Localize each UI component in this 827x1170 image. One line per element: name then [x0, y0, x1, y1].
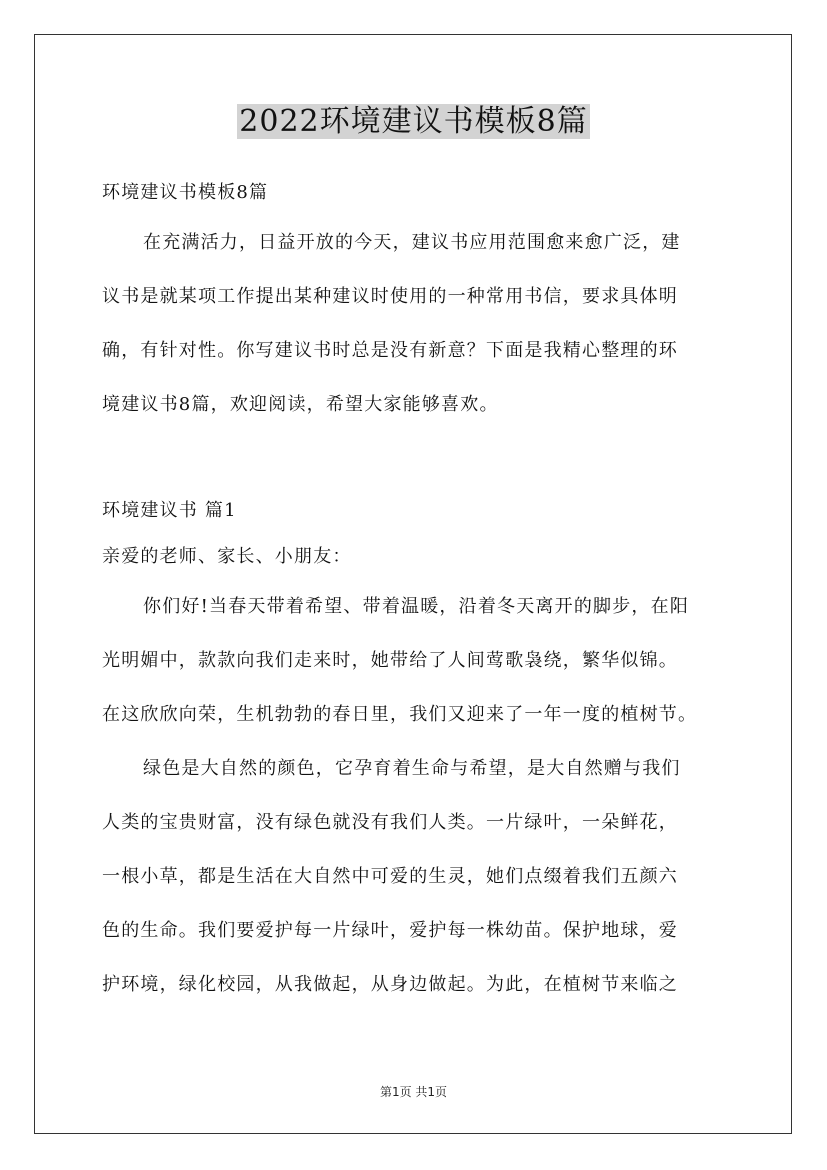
paragraph-line: 人类的宝贵财富，没有绿色就没有我们人类。一片绿叶，一朵鲜花， [102, 812, 678, 833]
paragraph-line: 护环境，绿化校园，从我做起，从身边做起。为此，在植树节来临之 [102, 974, 678, 995]
paragraph-line: 一根小草，都是生活在大自然中可爱的生灵，她们点缀着我们五颜六 [102, 866, 678, 887]
intro-line: 境建议书8篇，欢迎阅读，希望大家能够喜欢。 [102, 394, 499, 415]
intro-line: 议书是就某项工作提出某种建议时使用的一种常用书信，要求具体明 [102, 286, 678, 307]
paragraph-line: 在这欣欣向荣，生机勃勃的春日里，我们又迎来了一年一度的植树节。 [102, 704, 698, 725]
section-spacer [102, 432, 742, 488]
document-subtitle: 环境建议书模板8篇 [102, 182, 269, 203]
paragraph-line: 绿色是大自然的颜色，它孕育着生命与希望，是大自然赠与我们 [143, 758, 681, 779]
paragraph-line: 色的生命。我们要爱护每一片绿叶，爱护每一株幼苗。保护地球，爱 [102, 920, 678, 941]
section-heading: 环境建议书 篇1 [102, 500, 237, 521]
document-title [0, 100, 827, 144]
paragraph-line: 你们好!当春天带着希望、带着温暖，沿着冬天离开的脚步，在阳 [143, 596, 690, 617]
document-title-text: 2022环境建议书模板8篇 [239, 104, 588, 139]
intro-line: 在充满活力，日益开放的今天，建议书应用范围愈来愈广泛，建 [143, 232, 681, 253]
page-number-footer: 第1页 共1页 [379, 1085, 448, 1099]
paragraph-line: 光明媚中，款款向我们走来时，她带给了人间莺歌袅绕，繁华似锦。 [102, 650, 678, 671]
salutation: 亲爱的老师、家长、小朋友： [102, 546, 352, 567]
intro-line: 确，有针对性。你写建议书时总是没有新意？下面是我精心整理的环 [102, 340, 678, 361]
document-body [102, 170, 742, 1012]
